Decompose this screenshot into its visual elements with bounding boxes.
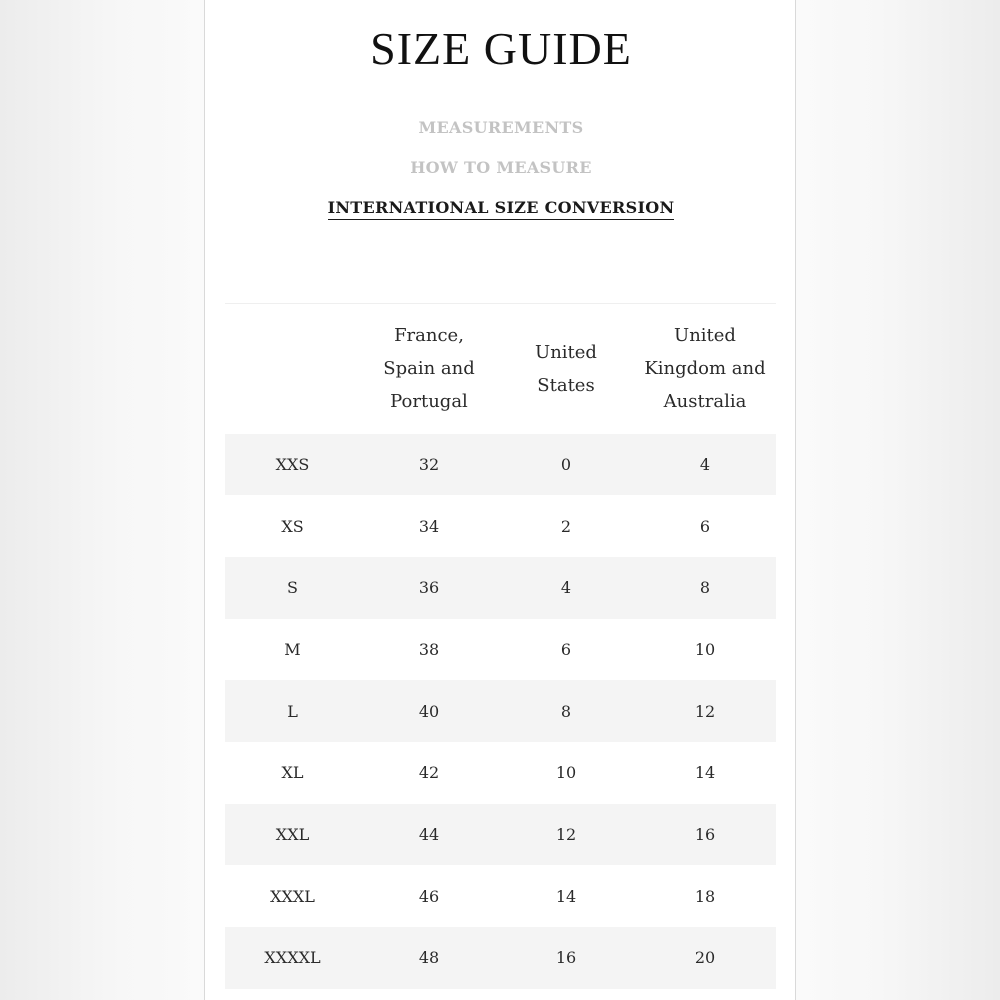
header-united-states: United States <box>535 341 597 396</box>
table-row <box>225 680 776 742</box>
table-row <box>225 865 776 927</box>
page-title: SIZE GUIDE <box>370 23 632 74</box>
france-size-cell: 32 <box>418 454 440 474</box>
us-size-cell: 4 <box>560 578 572 598</box>
us-size-cell: 2 <box>560 516 572 536</box>
france-size-cell: 42 <box>418 763 440 783</box>
table-row <box>225 927 776 989</box>
tab-how-to-measure[interactable] <box>205 154 797 194</box>
us-size-cell: 10 <box>555 763 577 783</box>
table-row <box>225 804 776 866</box>
table-row <box>225 495 776 557</box>
france-size-cell: 46 <box>418 886 440 906</box>
size-label-cell: L <box>287 701 298 721</box>
uk-size-cell: 18 <box>694 886 716 906</box>
size-label-cell: XXS <box>275 454 310 474</box>
france-size-cell: 36 <box>418 578 440 598</box>
us-size-cell: 8 <box>560 701 572 721</box>
size-label-cell: XXXL <box>270 886 315 906</box>
header-france-spain-portugal: France, Spain and Portugal <box>383 325 475 413</box>
france-size-cell: 44 <box>418 824 440 844</box>
uk-size-cell: 4 <box>699 454 711 474</box>
table-row <box>225 742 776 804</box>
size-guide-panel <box>204 0 796 1000</box>
us-size-cell: 6 <box>560 639 572 659</box>
tab-international-size-conversion[interactable] <box>205 194 797 234</box>
size-label-cell: S <box>287 578 298 598</box>
table-row <box>225 619 776 681</box>
france-size-cell: 34 <box>418 516 440 536</box>
header-uk-australia: United Kingdom and Australia <box>644 325 766 413</box>
uk-size-cell: 16 <box>694 824 716 844</box>
uk-size-cell: 8 <box>699 578 711 598</box>
table-row <box>225 434 776 496</box>
table-header-row <box>225 304 776 434</box>
size-conversion-table <box>225 303 776 989</box>
header-size <box>225 304 360 434</box>
uk-size-cell: 14 <box>694 763 716 783</box>
tab-label: HOW TO MEASURE <box>410 158 592 177</box>
us-size-cell: 12 <box>555 824 577 844</box>
tab-measurements[interactable] <box>205 114 797 154</box>
uk-size-cell: 10 <box>694 639 716 659</box>
tab-label: INTERNATIONAL SIZE CONVERSION <box>328 198 675 220</box>
uk-size-cell: 20 <box>694 948 716 968</box>
us-size-cell: 0 <box>560 454 572 474</box>
tab-label: MEASUREMENTS <box>418 118 584 137</box>
size-label-cell: XXXXL <box>264 948 321 968</box>
us-size-cell: 14 <box>555 886 577 906</box>
france-size-cell: 38 <box>418 639 440 659</box>
size-label-cell: M <box>284 639 301 659</box>
size-label-cell: XXL <box>275 824 310 844</box>
france-size-cell: 48 <box>418 948 440 968</box>
table-row <box>225 557 776 619</box>
uk-size-cell: 12 <box>694 701 716 721</box>
uk-size-cell: 6 <box>699 516 711 536</box>
size-label-cell: XL <box>281 763 304 783</box>
size-label-cell: XS <box>281 516 304 536</box>
size-guide-tabs <box>205 114 797 234</box>
us-size-cell: 16 <box>555 948 577 968</box>
france-size-cell: 40 <box>418 701 440 721</box>
